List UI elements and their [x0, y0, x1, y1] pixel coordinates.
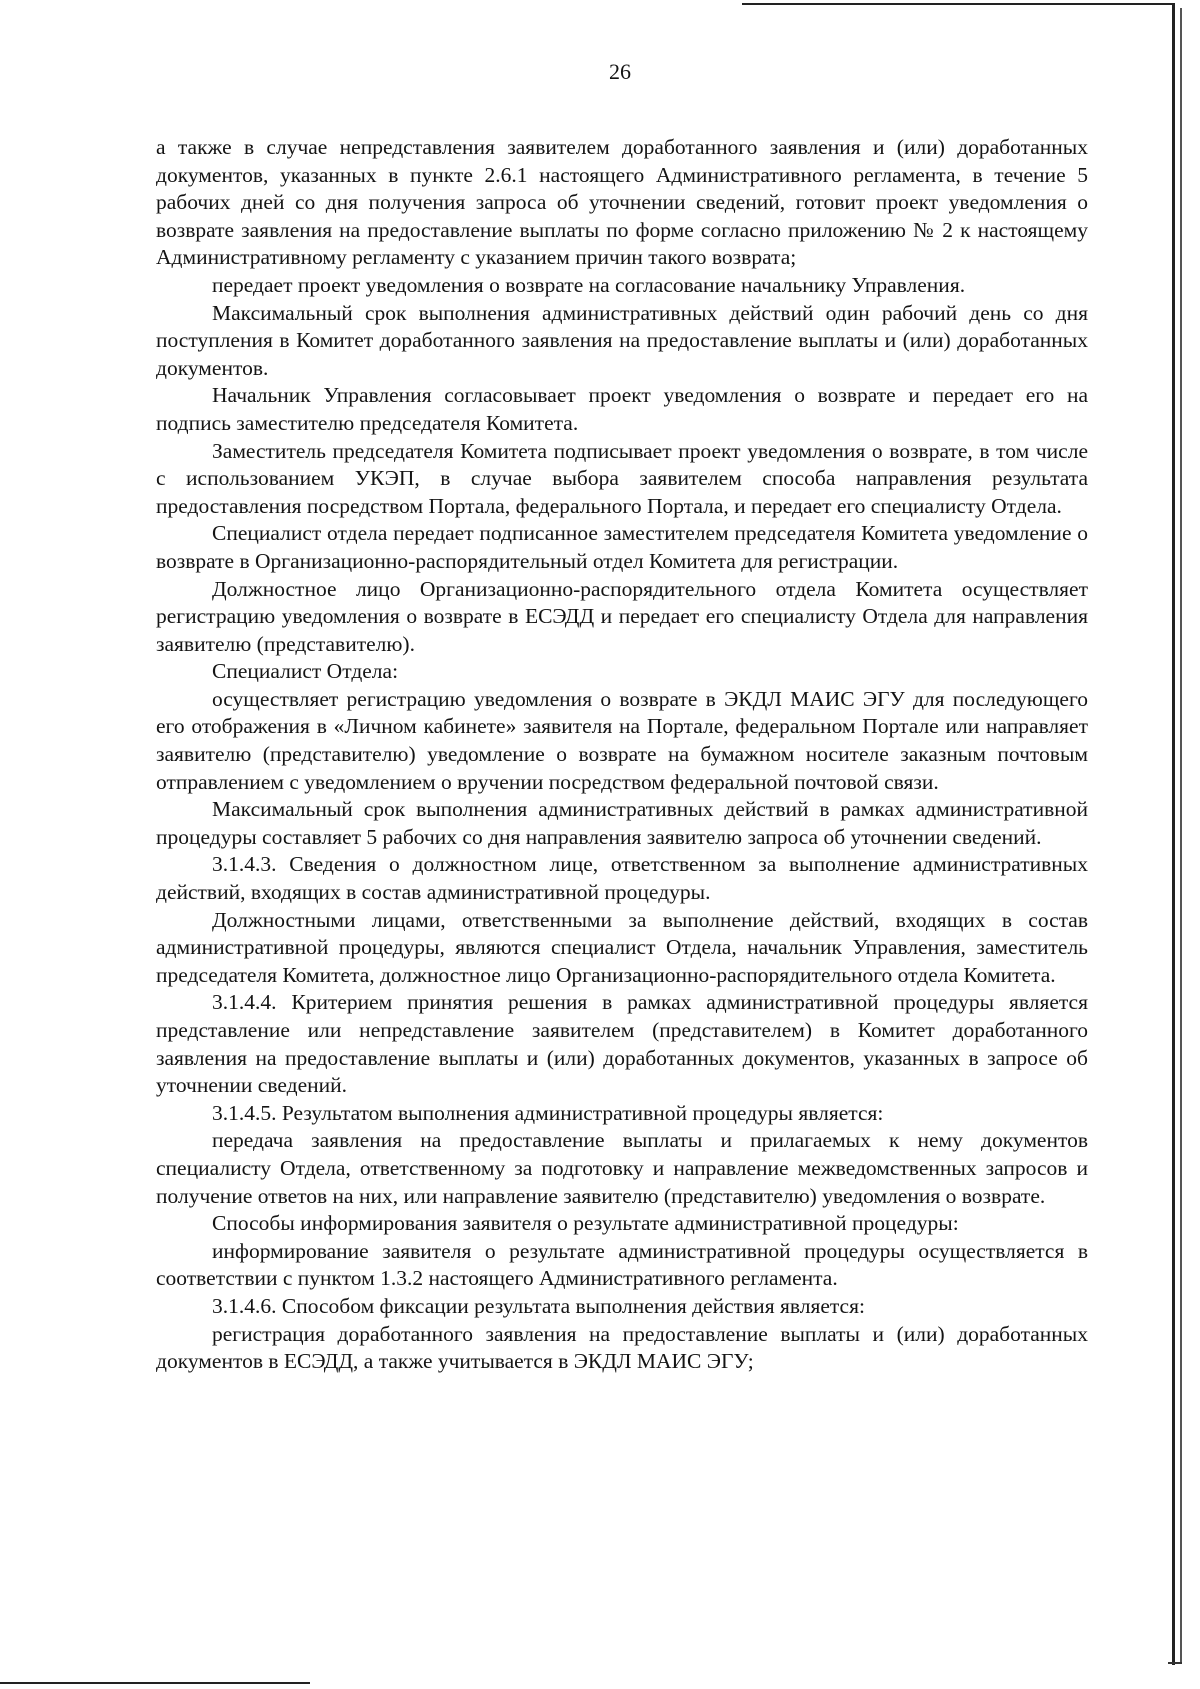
paragraph: Специалист отдела передает подписанное заместителем председателя Комитета уведомление о возврате в Организационно-распорядительный отдел Комитета для регистрации.: [156, 521, 1088, 573]
paragraph: регистрация доработанного заявления на предоставление выплаты и (или) доработанных документов в ЕСЭДД, а также учитывается в ЭКДЛ МАИС ЭГУ;: [156, 1321, 1088, 1374]
scan-border-bottom: [1168, 1662, 1182, 1664]
paragraph: 3.1.4.4. Критерием принятия решения в рамках административной процедуры является представление или непредставление заявителем (представителем) в Комитет доработанного заявления на предоставление выплаты и (или) доработанных документов, указанных в запросе об уточнении сведений.: [156, 990, 1088, 1098]
paragraph: информирование заявителя о результате административной процедуры осуществляется в соответствии с пунктом 1.3.2 настоящего Административного регламента.: [156, 1238, 1088, 1291]
paragraph: Максимальный срок выполнения административных действий в рамках административной процедуры составляет 5 рабочих со дня направления заявителю запроса об уточнении сведений.: [156, 797, 1088, 849]
scan-border-top: [742, 3, 1174, 5]
paragraph: Начальник Управления согласовывает проект уведомления о возврате и передает его на подпись заместителю председателя Комитета.: [156, 383, 1088, 435]
paragraph: 3.1.4.3. Сведения о должностном лице, ответственном за выполнение административных действий, входящих в состав административной процедуры.: [156, 852, 1088, 905]
paragraph: Должностное лицо Организационно-распорядительного отдела Комитета осуществляет регистрацию уведомления о возврате в ЕСЭДД и передает его специалисту Отдела для направления заявителю (представителю).: [156, 576, 1088, 656]
paragraph: передача заявления на предоставление выплаты и прилагаемых к нему документов специалисту Отдела, ответственному за подготовку и направление межведомственных запросов и получение ответов на них, или направление заявителю (представителю) уведомления о возврате.: [156, 1128, 1088, 1208]
paragraph: Способы информирования заявителя о результате административной процедуры:: [212, 1211, 959, 1236]
page-number: 26: [609, 59, 631, 84]
paragraph: осуществляет регистрацию уведомления о возврате в ЭКДЛ МАИС ЭГУ для последующего его отображения в «Личном кабинете» заявителя на Портале, федеральном Портале или направляет заявителю (представителю) уведомление о возврате на бумажном носителе заказным почтовым отправлением с уведомлением о вручении посредством федеральной почтовой связи.: [156, 686, 1088, 794]
paragraph: 3.1.4.6. Способом фиксации результата выполнения действия является:: [212, 1293, 865, 1318]
scan-border-right: [1172, 3, 1175, 1665]
paragraph: Должностными лицами, ответственными за выполнение действий, входящих в состав административной процедуры, являются специалист Отдела, начальник Управления, заместитель председателя Комитета, должностное лицо Организационно-распорядительного отдела Комитета.: [156, 907, 1088, 987]
paragraph: Максимальный срок выполнения административных действий один рабочий день со дня поступления в Комитет доработанного заявления на предоставление выплаты и (или) доработанных документов.: [156, 300, 1088, 380]
document-body: [156, 134, 1088, 1376]
paragraph: Специалист Отдела:: [212, 659, 399, 684]
paragraph: Заместитель председателя Комитета подписывает проект уведомления о возврате, в том числе с использованием УКЭП, в случае выбора заявителем способа направления результата предоставления посредством Портала, федерального Портала, и передает его специалисту Отдела.: [156, 438, 1088, 518]
paragraph: передает проект уведомления о возврате на согласование начальнику Управления.: [212, 272, 966, 297]
paragraph: 3.1.4.5. Результатом выполнения административной процедуры является:: [212, 1100, 884, 1125]
paragraph: а также в случае непредставления заявителем доработанного заявления и (или) доработанных документов, указанных в пункте 2.6.1 настоящего Административного регламента, в течение 5 рабочих дней со дня получения запроса об уточнении сведений, готовит проект уведомления о возврате заявления на предоставление выплаты по форме согласно приложению № 2 к настоящему Административному регламенту с указанием причин такого возврата;: [156, 135, 1088, 270]
footnote-rule: [0, 1682, 310, 1684]
scan-border-right-inner: [1180, 8, 1182, 1663]
